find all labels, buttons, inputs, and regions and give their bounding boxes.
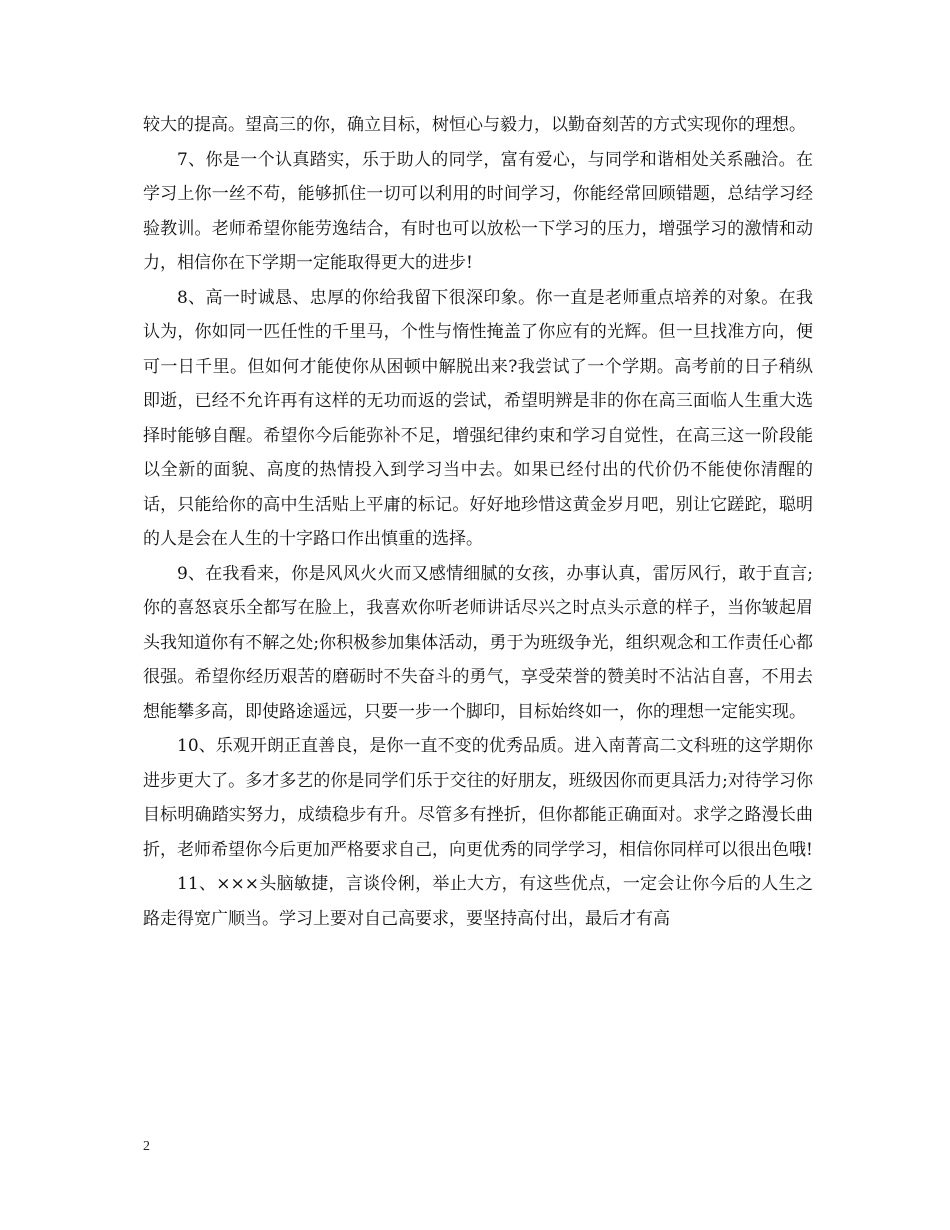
paragraph-comment-8: 8、高一时诚恳、忠厚的你给我留下很深印象。你一直是老师重点培养的对象。在我认为，你如同一匹任性的千里马，个性与惰性掩盖了你应有的光辉。但一旦找准方向，便可一日千里。但如何才能使你从困顿中解脱出来?我尝试了一个学期。高考前的日子稍纵即逝，已经不允许再有这样的无功而返的尝试，希望明辨是非的你在高三面临人生重大选择时能够自醒。希望你今后能弥补不足，增强纪律约束和学习自觉性，在高三这一阶段能以全新的面貌、高度的热情投入到学习当中去。如果已经付出的代价仍不能使你清醒的话，只能给你的高中生活贴上平庸的标记。好好地珍惜这黄金岁月吧，别让它蹉跎，聪明的人是会在人生的十字路口作出慎重的选择。 bbox=[143, 287, 813, 549]
paragraph-comment-9: 9、在我看来，你是风风火火而又感情细腻的女孩，办事认真，雷厉风行，敢于直言;你的喜怒哀乐全都写在脸上，我喜欢你听老师讲话尽兴之时点头示意的样子，当你皱起眉头我知道你有不解之处;你积极参加集体活动，勇于为班级争光，组织观念和工作责任心都很强。希望你经历艰苦的磨砺时不失奋斗的勇气，享受荣誉的赞美时不沾沾自喜，不用去想能攀多高，即使路途遥远，只要一步一个脚印，目标始终如一，你的理想一定能实现。 bbox=[143, 563, 813, 722]
document-body bbox=[143, 108, 813, 936]
paragraph-continuation: 较大的提高。望高三的你，确立目标，树恒心与毅力，以勤奋刻苦的方式实现你的理想。 bbox=[143, 115, 806, 135]
paragraph-comment-10: 10、乐观开朗正直善良，是你一直不变的优秀品质。进入南菁高二文科班的这学期你进步更大了。多才多艺的你是同学们乐于交往的好朋友，班级因你而更具活力;对待学习你目标明确踏实努力，成绩稳步有升。尽管多有挫折，但你都能正确面对。求学之路漫长曲折，老师希望你今后更加严格要求自己，向更优秀的同学学习，相信你同样可以很出色哦! bbox=[143, 736, 813, 860]
paragraph-comment-11: 11、×××头脑敏捷，言谈伶俐，举止大方，有这些优点，一定会让你今后的人生之路走得宽广顺当。学习上要对自己高要求，要坚持高付出，最后才有高 bbox=[143, 874, 813, 929]
page-number: 2 bbox=[143, 1139, 150, 1154]
paragraph-comment-7: 7、你是一个认真踏实，乐于助人的同学，富有爱心，与同学和谐相处关系融洽。在学习上你一丝不苟，能够抓住一切可以利用的时间学习，你能经常回顾错题，总结学习经验教训。老师希望你能劳逸结合，有时也可以放松一下学习的压力，增强学习的激情和动力，相信你在下学期一定能取得更大的进步! bbox=[143, 149, 813, 273]
